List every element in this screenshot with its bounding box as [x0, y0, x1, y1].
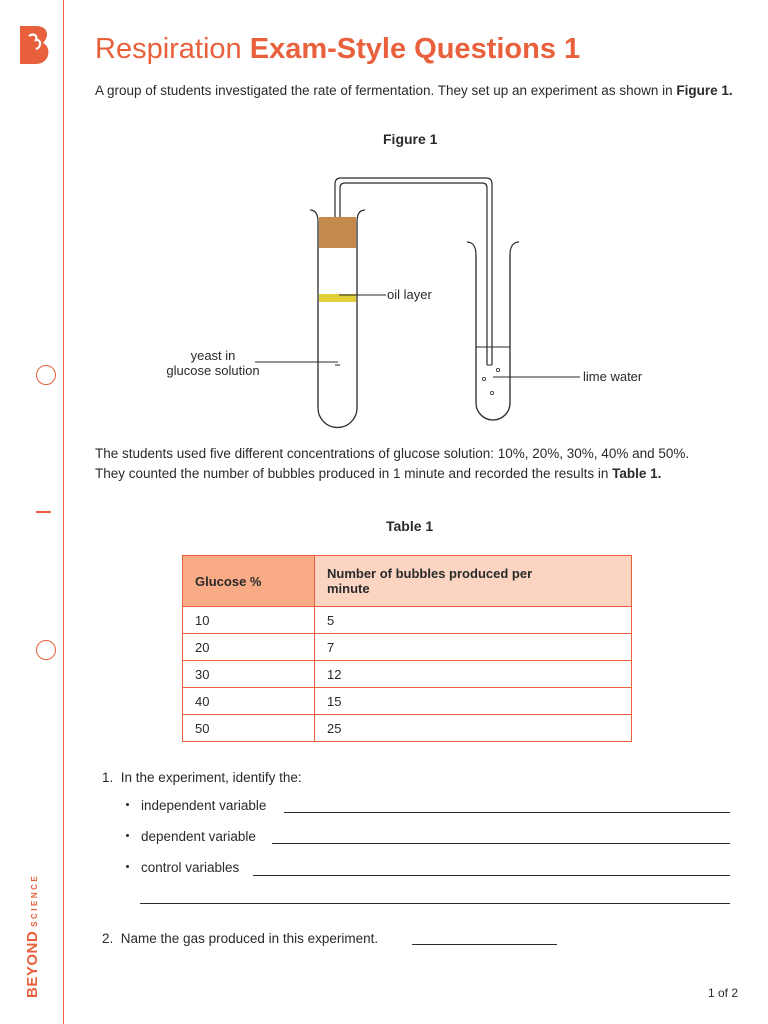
description-line2 [95, 464, 745, 484]
cell-bubbles: 5 [315, 607, 632, 634]
yeast-test-tube [318, 222, 357, 428]
bullet-dependent-text: dependent variable [141, 829, 256, 844]
title-plain: Respiration [95, 33, 242, 65]
intro-paragraph [95, 81, 745, 101]
margin-tick [36, 511, 51, 513]
results-table [182, 555, 632, 742]
bullet-independent-text: independent variable [141, 798, 267, 813]
intro-figure-ref: Figure 1. [676, 83, 733, 98]
cell-bubbles: 7 [315, 634, 632, 661]
limewater-test-tube [476, 255, 510, 420]
description-table-ref: Table 1. [612, 466, 662, 481]
figure-caption: Figure 1 [383, 131, 438, 147]
answer-line-independent[interactable] [284, 812, 730, 813]
table-row [183, 715, 632, 742]
table-caption: Table 1 [386, 518, 434, 534]
table-row [183, 688, 632, 715]
bullet-icon [126, 865, 129, 868]
brand-wordmark [24, 874, 42, 998]
binder-hole-top [36, 365, 56, 385]
answer-line-dependent[interactable] [272, 843, 730, 844]
question-2 [102, 931, 378, 946]
bullet-icon [126, 834, 129, 837]
delivery-tube [335, 178, 492, 365]
cell-glucose: 50 [183, 715, 315, 742]
header-bubbles: Number of bubbles produced per minute [315, 556, 632, 607]
brand-sub: SCIENCE [30, 873, 39, 927]
oil-layer-label: oil layer [387, 287, 432, 302]
answer-line-control-2[interactable] [140, 903, 730, 904]
table-row [183, 607, 632, 634]
experiment-figure [95, 160, 675, 430]
yeast-label-line2: glucose solution [166, 363, 260, 378]
bullet-independent [126, 798, 266, 813]
table-header-row [183, 556, 632, 607]
intro-text: A group of students investigated the rate of fermentation. They set up an experiment as shown in [95, 83, 677, 98]
beyond-logo-icon [16, 24, 52, 66]
table-row [183, 661, 632, 688]
bullet-dependent [126, 829, 256, 844]
answer-line-control-1[interactable] [253, 875, 730, 876]
question-2-number: 2. [102, 931, 114, 946]
table-row [183, 634, 632, 661]
cell-bubbles: 12 [315, 661, 632, 688]
description-line2-text: They counted the number of bubbles produced in 1 minute and recorded the results in [95, 466, 613, 481]
description-paragraph [95, 444, 745, 484]
binder-hole-bottom [36, 640, 56, 660]
cell-bubbles: 15 [315, 688, 632, 715]
title-bold: Exam-Style Questions 1 [249, 33, 581, 65]
header-glucose: Glucose % [183, 556, 315, 607]
cell-bubbles: 25 [315, 715, 632, 742]
bullet-control-text: control variables [141, 860, 240, 875]
cell-glucose: 10 [183, 607, 315, 634]
question-1 [102, 770, 302, 785]
cell-glucose: 30 [183, 661, 315, 688]
page-title [95, 33, 580, 66]
rubber-stopper [319, 217, 356, 248]
bullet-icon [126, 803, 129, 806]
question-2-text: Name the gas produced in this experiment. [120, 931, 379, 946]
brand-name: BEYOND [24, 930, 41, 998]
cell-glucose: 40 [183, 688, 315, 715]
bullet-control [126, 860, 239, 875]
description-line1: The students used five different concentrations of glucose solution: 10%, 20%, 30%, 40% and 50%. [95, 446, 690, 461]
question-1-number: 1. [102, 770, 114, 785]
question-1-text: In the experiment, identify the: [120, 770, 302, 785]
page-number: 1 of 2 [708, 986, 739, 1000]
answer-line-gas[interactable] [412, 944, 557, 945]
lime-water-label: lime water [583, 369, 643, 384]
cell-glucose: 20 [183, 634, 315, 661]
yeast-label-line1: yeast in [190, 348, 236, 363]
margin-rule [63, 0, 64, 1024]
